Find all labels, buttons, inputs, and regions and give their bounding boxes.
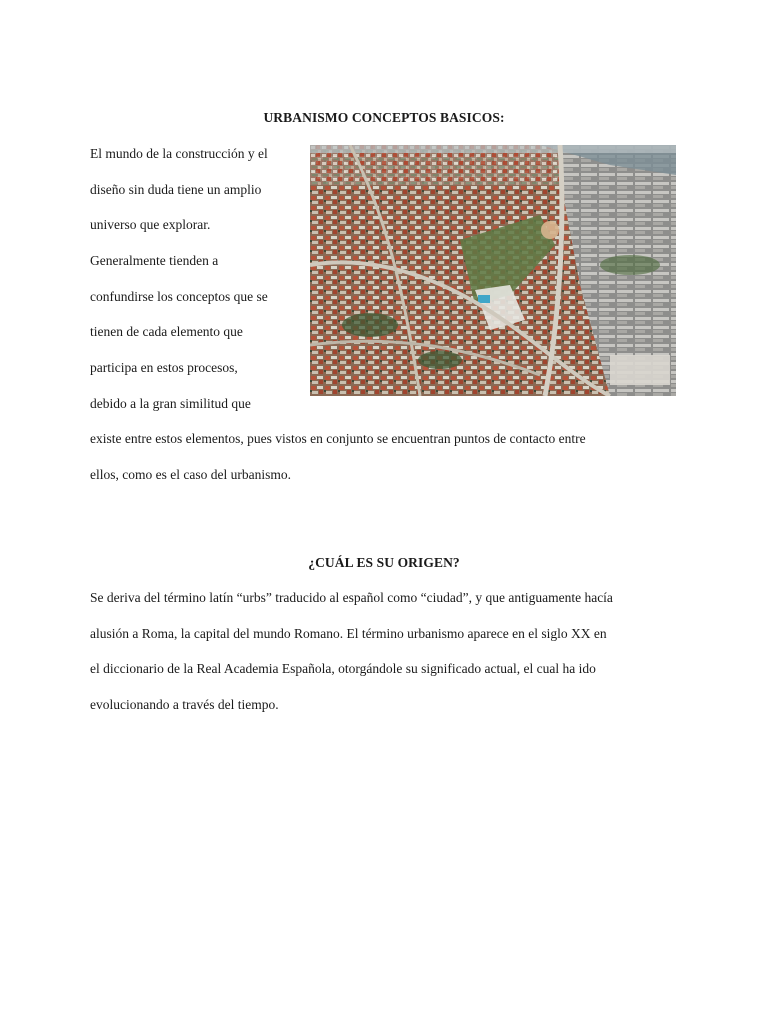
- section-title-origen: ¿CUÁL ES SU ORIGEN?: [308, 555, 460, 570]
- paragraph-line: confundirse los conceptos que se: [90, 289, 268, 304]
- paragraph-line: existe entre estos elementos, pues vistos en conjunto se encuentran puntos de contacto entre: [90, 431, 586, 446]
- paragraph-line: alusión a Roma, la capital del mundo Romano. El término urbanismo aparece en el siglo XX en: [90, 626, 607, 641]
- paragraph-line: participa en estos procesos,: [90, 360, 238, 375]
- paragraph-line: evolucionando a través del tiempo.: [90, 697, 279, 712]
- paragraph-line: Generalmente tienden a: [90, 253, 219, 268]
- paragraph-line: El mundo de la construcción y el: [90, 146, 268, 161]
- paragraph-line: Se deriva del término latín “urbs” traducido al español como “ciudad”, y que antiguamente hacía: [90, 590, 613, 605]
- paragraph-line: universo que explorar.: [90, 217, 211, 232]
- paragraph-line: ellos, como es el caso del urbanismo.: [90, 467, 291, 482]
- paragraph-line: el diccionario de la Real Academia Española, otorgándole su significado actual, el cual ha ido: [90, 661, 596, 676]
- aerial-city-photo: [310, 145, 676, 396]
- aerial-city-image: [310, 145, 676, 396]
- paragraph-line: debido a la gran similitud que: [90, 396, 251, 411]
- paragraph-line: diseño sin duda tiene un amplio: [90, 182, 262, 197]
- paragraph-line: tienen de cada elemento que: [90, 324, 243, 339]
- section-title-urbanismo: URBANISMO CONCEPTOS BASICOS:: [263, 110, 505, 125]
